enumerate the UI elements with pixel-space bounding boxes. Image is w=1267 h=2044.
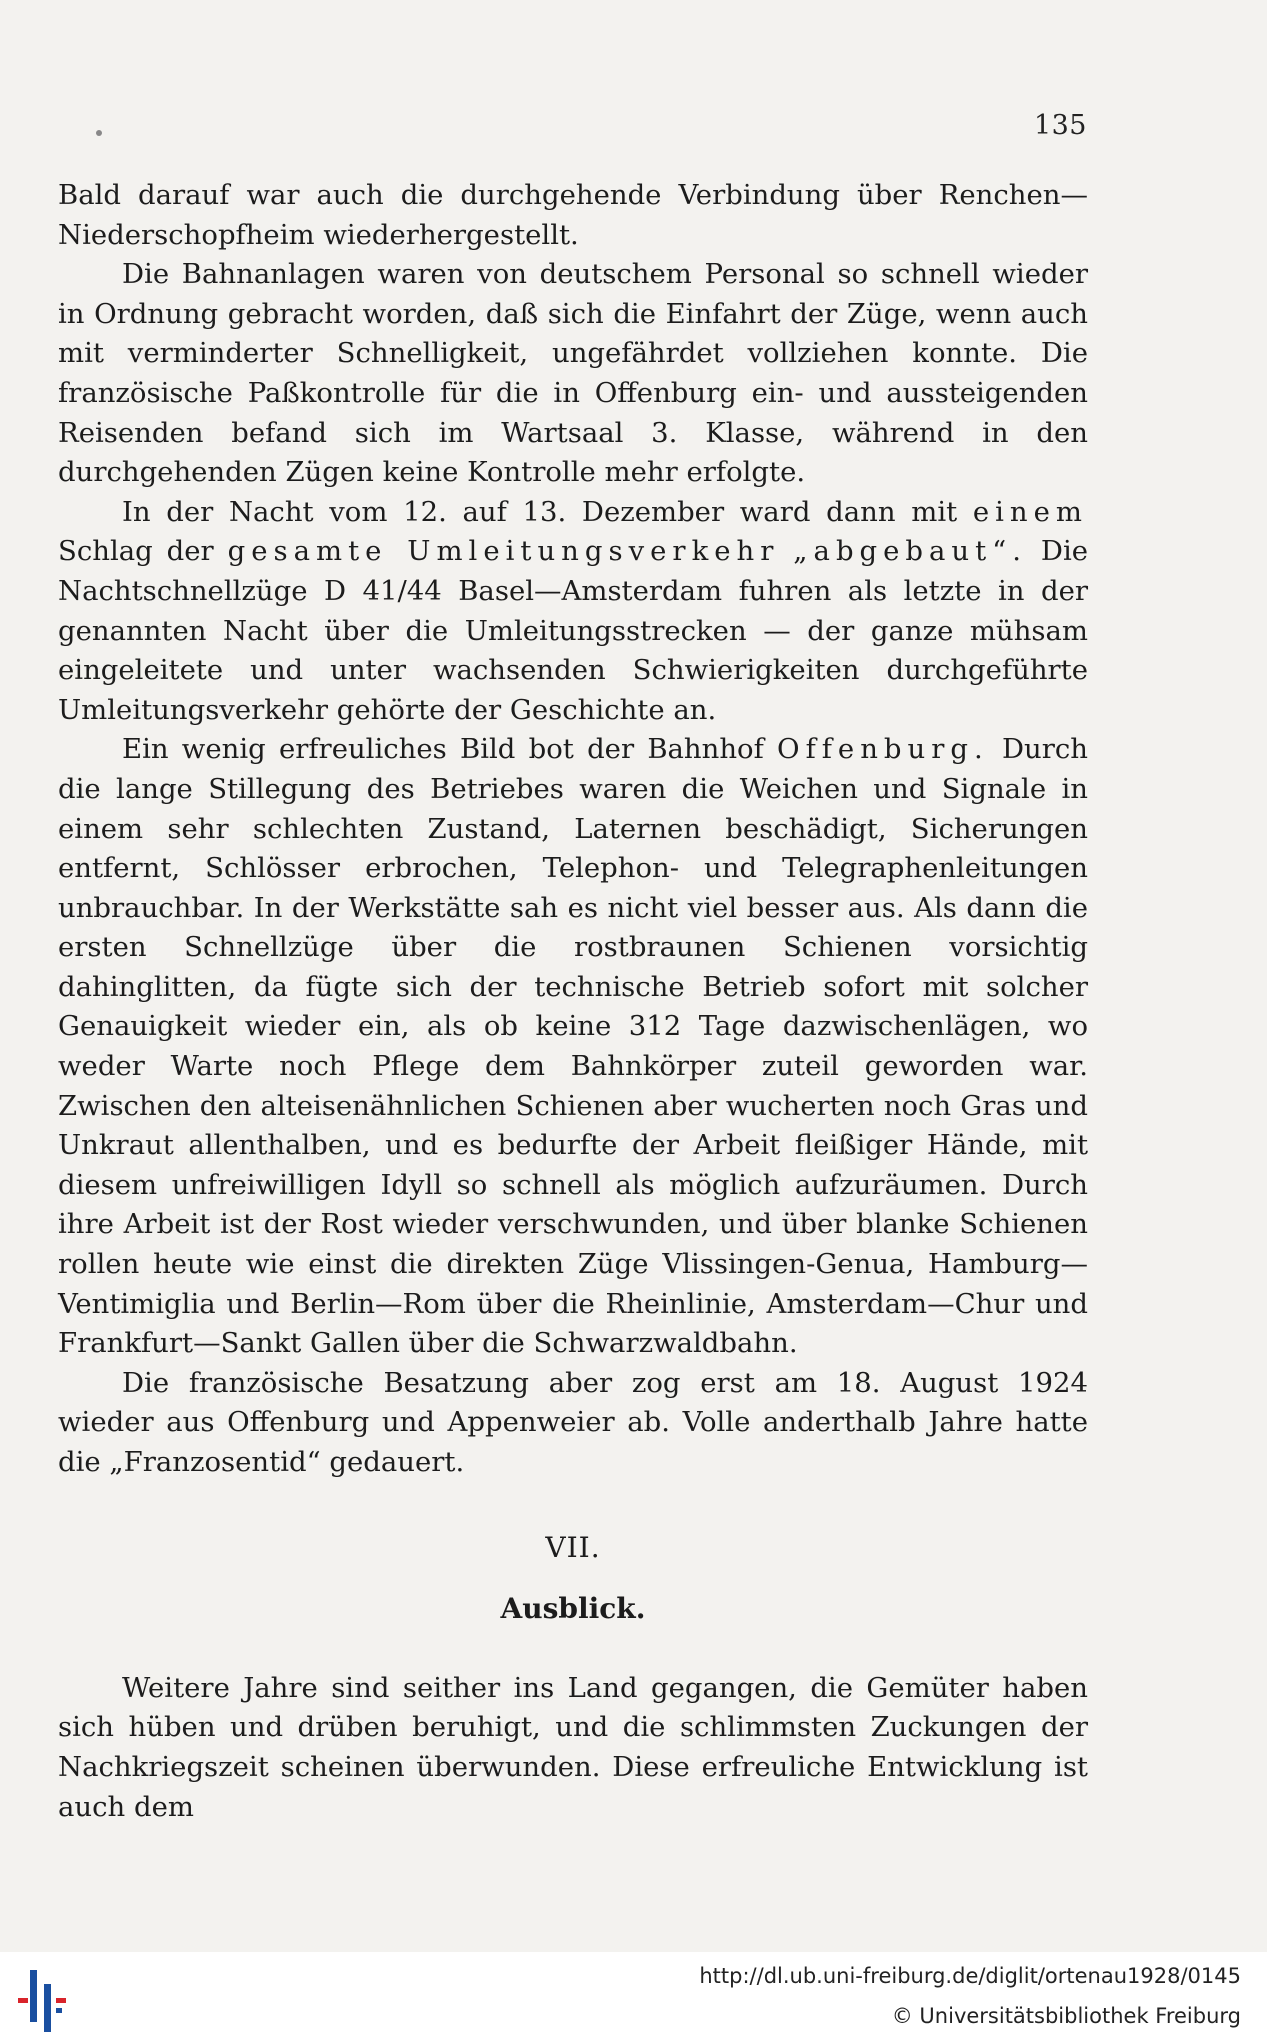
page-number: 135	[1033, 110, 1087, 141]
copyright-notice: © Universitätsbibliothek Freiburg	[891, 2004, 1241, 2028]
paragraph-6: Weitere Jahre sind seither ins Land gegangen, die Gemüter haben sich hüben und drüben beruhigt, und die schlimmsten Zuckungen der Nachkriegszeit scheinen überwunden. Diese erfreuliche Entwicklung ist auch dem	[58, 1671, 1088, 1823]
paragraph-4-part-c: Durch die lange Stillegung des Betriebes waren die Weichen und Signale in einem sehr schlechten Zustand, Laternen beschädigt, Sicherungen entfernt, Schlösser erbrochen, Telephon- und Telegraphenleitungen unbrauchbar. In der Werkstätte sah es nicht viel besser aus. Als dann die ersten Schnellzüge über die rostbraunen Schienen vorsichtig dahinglitten, da fügte sich der technische Betrieb sofort mit solcher Genauigkeit wieder ein, als ob keine 312 Tage dazwischenlägen, wo weder Warte noch Pflege dem Bahnkörper zuteil geworden war. Zwischen den alteisenähnlichen Schienen aber wucherten noch Gras und Unkraut allenthalben, und es bedurfte der Arbeit fleißiger Hände, mit diesem unfreiwilligen Idyll so schnell als möglich aufzuräumen. Durch ihre Arbeit ist der Rost wieder verschwunden, und über blanke Schienen rollen heute wie einst die direkten Züge Vlissingen-Genua, Hamburg—Ventimiglia und Berlin—Rom über die Rheinlinie, Amsterdam—Chur und Frankfurt—Sankt Gallen über die Schwarzwaldbahn.	[58, 733, 1088, 1360]
ub-freiburg-logo-icon	[16, 1968, 82, 2032]
emphasis-einem: einem	[972, 495, 1088, 528]
paragraph-1: Bald darauf war auch die durchgehende Verbindung über Renchen—Niederschopfheim wiederhergestellt.	[58, 179, 1088, 251]
body-text	[58, 176, 1088, 1827]
permalink-link[interactable]: http://dl.ub.uni-freiburg.de/diglit/ortenau1928/0145	[699, 1964, 1241, 1988]
emphasis-gesamte-umleitungsverkehr: gesamte Umleitungsverkehr	[227, 535, 780, 568]
section-title: Ausblick.	[500, 1592, 646, 1626]
footer-bar	[0, 1952, 1267, 2044]
paragraph-5: Die französische Besatzung aber zog erst am 18. August 1924 wieder aus Offenburg und Appenweier ab. Volle anderthalb Jahre hatte die „Franzosentid“ gedauert.	[58, 1366, 1088, 1478]
paragraph-3-part-c: Schlag der	[58, 535, 214, 568]
ink-dot	[96, 130, 102, 136]
paragraph-4-part-a: Ein wenig erfreuliches Bild bot der Bahnhof	[122, 733, 764, 766]
emphasis-offenburg: Offenburg.	[777, 733, 989, 766]
section-number: VII.	[545, 1530, 601, 1564]
paragraph-4	[58, 730, 1088, 1364]
paragraph-3-part-f: Die Nachtschnellzüge D 41/44 Basel—Amsterdam fuhren als letzte in der genannten Nacht über die Umleitungsstrecken — der ganze mühsam eingeleitete und unter wachsenden Schwierigkeiten durchgeführte Umleitungsverkehr gehörte der Geschichte an.	[58, 535, 1089, 726]
paragraph-3	[58, 493, 1088, 731]
paragraph-3-part-a: In der Nacht vom 12. auf 13. Dezember ward dann mit	[122, 495, 958, 528]
emphasis-abgebaut: „abgebaut“.	[793, 535, 1027, 568]
paragraph-2: Die Bahnanlagen waren von deutschem Personal so schnell wieder in Ordnung gebracht worden, daß sich die Einfahrt der Züge, wenn auch mit verminderter Schnelligkeit, ungefährdet vollziehen konnte. Die französische Paßkontrolle für die in Offenburg ein- und aussteigenden Reisenden befand sich im Wartsaal 3. Klasse, während in den durchgehenden Zügen keine Kontrolle mehr erfolgte.	[58, 258, 1088, 489]
